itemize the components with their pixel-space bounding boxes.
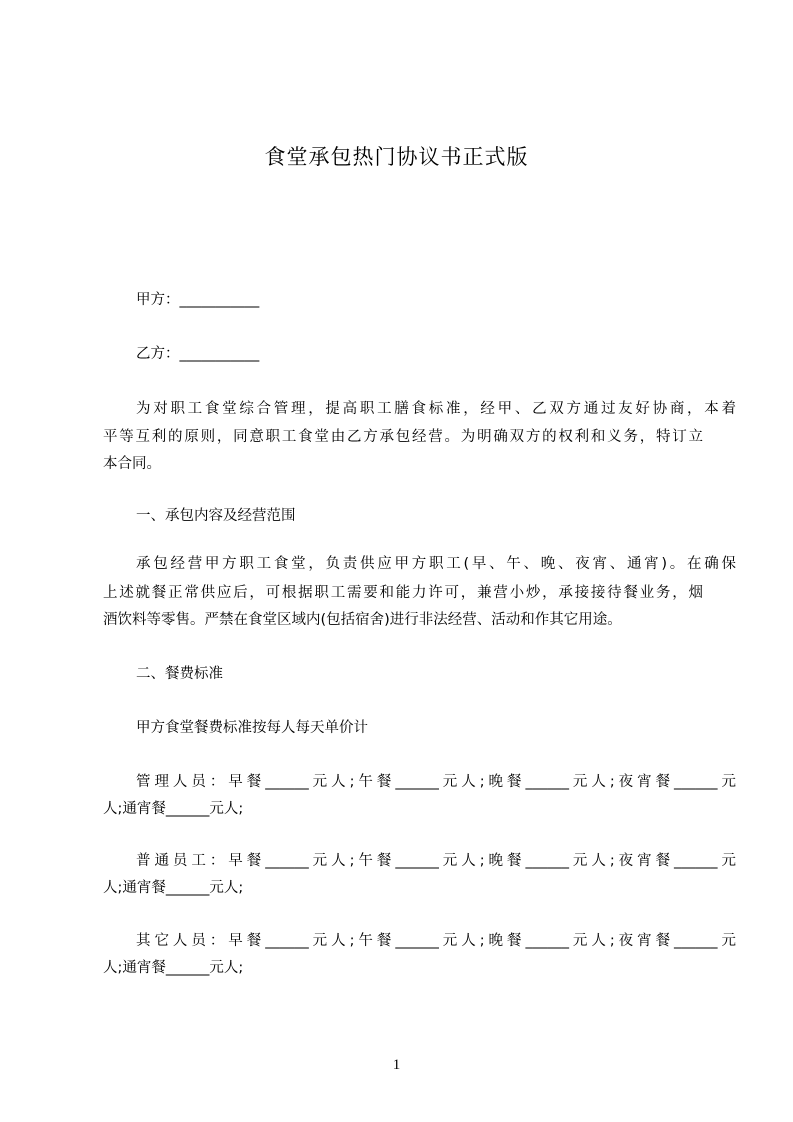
others-rate-line-2: 人;通宵餐______元人; bbox=[103, 960, 244, 976]
section-1-line-1: 承包经营甲方职工食堂，负责供应甲方职工(早、午、晚、夜宵、通宵)。在确保 bbox=[136, 556, 736, 572]
section-1-heading: 一、承包内容及经营范围 bbox=[136, 508, 296, 524]
managers-rate-line-1: 管理人员：早餐______元人;午餐______元人;晚餐______元人;夜宵餐______元 bbox=[136, 774, 736, 790]
section-1-line-3: 酒饮料等零售。严禁在食堂区域内(包括宿舍)进行非法经营、活动和作其它用途。 bbox=[103, 612, 622, 628]
others-rate-line-1: 其它人员：早餐______元人;午餐______元人;晚餐______元人;夜宵餐______元 bbox=[136, 933, 736, 949]
staff-rate-line-2: 人;通宵餐______元人; bbox=[103, 880, 244, 896]
intro-line-2: 平等互利的原则，同意职工食堂由乙方承包经营。为明确双方的权利和义务，特订立 bbox=[103, 429, 703, 445]
party-b-field: 乙方：___________ bbox=[136, 346, 260, 362]
section-1-line-2: 上述就餐正常供应后，可根据职工需要和能力许可，兼营小炒，承接接待餐业务，烟 bbox=[103, 585, 703, 601]
intro-line-3: 本合同。 bbox=[103, 456, 161, 472]
staff-rate-line-1: 普通员工：早餐______元人;午餐______元人;晚餐______元人;夜宵餐______元 bbox=[136, 853, 736, 869]
document-title: 食堂承包热门协议书正式版 bbox=[264, 145, 529, 169]
intro-line-1: 为对职工食堂综合管理，提高职工膳食标准，经甲、乙双方通过友好协商，本着 bbox=[136, 401, 736, 417]
section-2-heading: 二、餐费标准 bbox=[136, 666, 223, 682]
section-2-subheading: 甲方食堂餐费标准按每人每天单价计 bbox=[136, 720, 368, 736]
managers-rate-line-2: 人;通宵餐______元人; bbox=[103, 801, 244, 817]
page-number: 1 bbox=[392, 1057, 401, 1073]
party-a-field: 甲方：___________ bbox=[136, 292, 260, 308]
